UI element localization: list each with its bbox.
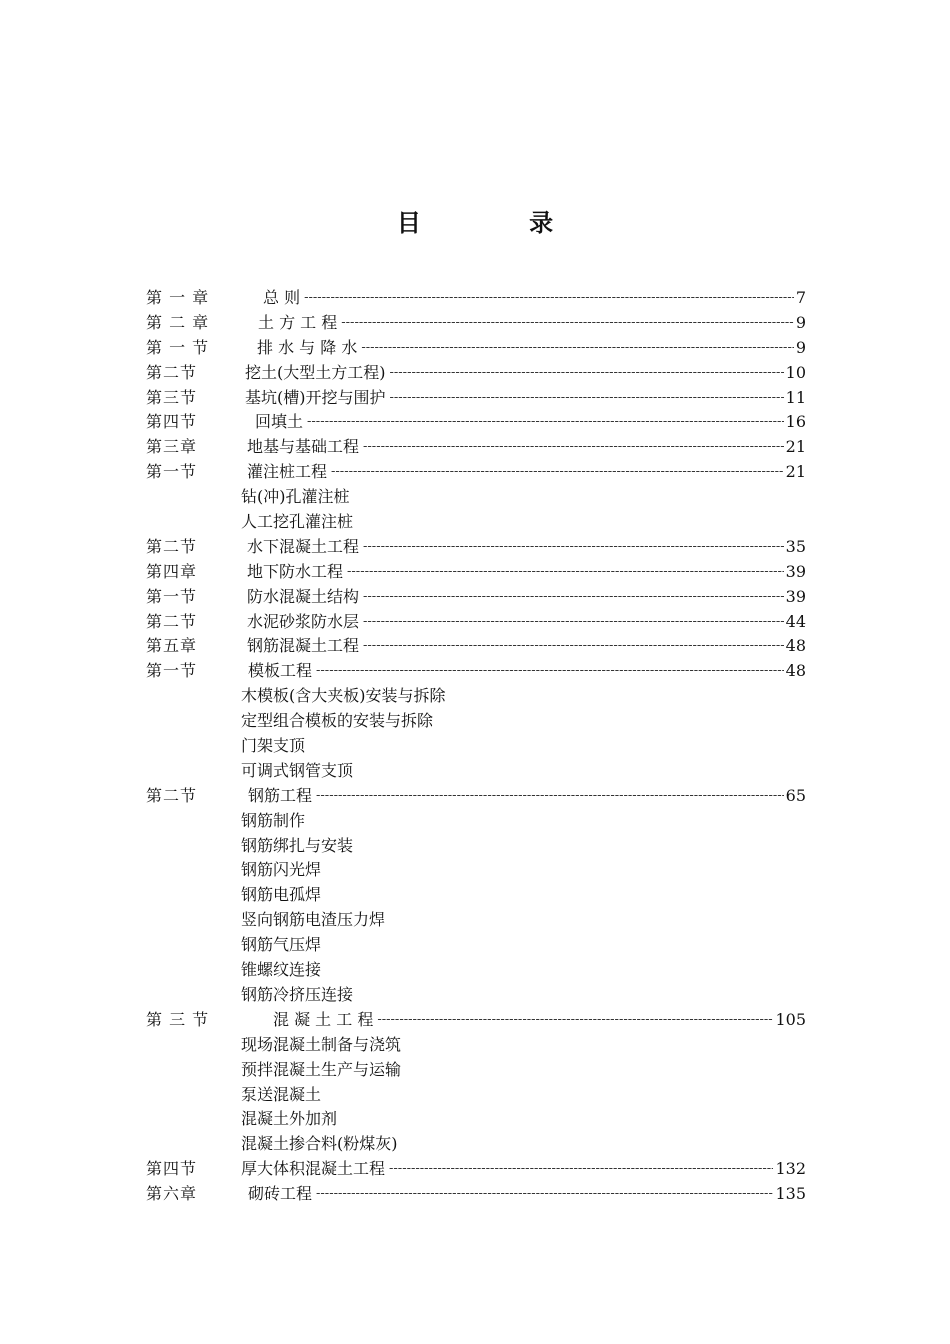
toc-entry-page: 65 [785, 785, 806, 805]
toc-subentry: 混凝土外加剂 [241, 1109, 338, 1129]
toc-subentry: 钢筋气压焊 [241, 935, 322, 955]
toc-entry-title: 防水混凝土结构 [247, 586, 360, 606]
toc-dot-leader [361, 336, 793, 361]
toc-entry [146, 311, 806, 336]
toc-subentry: 钢筋制作 [241, 810, 306, 830]
toc-entry-title: 回填土 [255, 412, 304, 432]
toc-subentry: 可调式钢管支顶 [241, 760, 354, 780]
toc-entry-page: 10 [785, 362, 806, 382]
toc-dot-leader [363, 535, 784, 560]
toc-entry [146, 1008, 806, 1033]
toc-entry-page: 7 [795, 288, 806, 307]
toc-entry-page: 135 [775, 1184, 806, 1204]
toc-entry [146, 460, 806, 485]
toc-entry-title: 土 方 工 程 [258, 312, 338, 332]
toc-entry [146, 784, 806, 809]
toc-subentry: 泵送混凝土 [241, 1084, 322, 1104]
toc-entry-label: 第一节 [146, 462, 198, 482]
toc-entry-page: 16 [785, 412, 806, 432]
toc-entry-label: 第二节 [146, 785, 198, 805]
toc-subentry: 钢筋闪光焊 [241, 860, 322, 880]
toc-dot-leader [304, 286, 794, 311]
toc-entry-title: 总 则 [263, 288, 301, 307]
toc-dot-leader [363, 610, 784, 635]
toc-entry [146, 634, 806, 659]
toc-entry [146, 560, 806, 585]
toc-entry-title: 挖土(大型土方工程) [245, 362, 386, 382]
toc-dot-leader [316, 784, 784, 809]
toc-entry [146, 610, 806, 635]
toc-entry-page: 39 [785, 561, 806, 581]
page-title: 目 录 [396, 208, 604, 237]
toc-entry-page: 9 [795, 312, 806, 332]
toc-dot-leader [363, 634, 784, 659]
toc-subentry: 竖向钢筋电渣压力焊 [241, 910, 386, 930]
toc-entry-title: 厚大体积混凝土工程 [241, 1159, 386, 1179]
toc-entry [146, 410, 806, 435]
toc-subentry: 钢筋电孤焊 [241, 885, 322, 905]
toc-dot-leader [307, 410, 784, 435]
toc-subentry: 钢筋冷挤压连接 [241, 984, 354, 1004]
toc-entry-page: 44 [785, 611, 806, 631]
toc-entry-title: 基坑(槽)开挖与围护 [245, 387, 386, 407]
toc-entry [146, 1182, 806, 1207]
toc-entry-page: 48 [785, 636, 806, 656]
toc-dot-leader [390, 386, 784, 411]
toc-entry [146, 659, 806, 684]
toc-entry-title: 水泥砂浆防水层 [247, 611, 360, 631]
toc-entry-page: 35 [785, 536, 806, 556]
toc-entry-label: 第三章 [146, 437, 198, 457]
toc-entry-page: 21 [785, 437, 806, 457]
toc-entry-label: 第四章 [146, 561, 198, 581]
toc-subentry: 人工挖孔灌注桩 [241, 512, 354, 532]
toc-entry [146, 585, 806, 610]
table-of-contents [146, 286, 806, 1207]
toc-dot-leader [316, 659, 784, 684]
toc-entry-title: 水下混凝土工程 [247, 536, 360, 556]
toc-entry-label: 第 一 章 [146, 288, 210, 307]
toc-entry-page: 9 [795, 337, 806, 357]
toc-entry-title: 混 凝 土 工 程 [273, 1009, 374, 1029]
toc-entry-page: 11 [785, 387, 806, 407]
toc-entry-label: 第 一 节 [146, 337, 210, 357]
toc-subentry: 锥螺纹连接 [241, 960, 322, 980]
toc-entry-page: 132 [775, 1159, 806, 1179]
toc-entry-label: 第二节 [146, 611, 198, 631]
toc-dot-leader [363, 585, 784, 610]
toc-entry-label: 第四节 [146, 412, 198, 432]
toc-entry-label: 第三节 [146, 387, 198, 407]
toc-subentry: 现场混凝土制备与浇筑 [241, 1034, 402, 1054]
toc-entry [146, 435, 806, 460]
toc-entry-page: 48 [785, 661, 806, 681]
toc-entry [146, 361, 806, 386]
toc-dot-leader [390, 361, 784, 386]
toc-entry [146, 386, 806, 411]
toc-entry-title: 模板工程 [248, 661, 313, 681]
toc-entry-label: 第 二 章 [146, 312, 210, 332]
toc-entry-label: 第二节 [146, 536, 198, 556]
toc-entry-label: 第六章 [146, 1184, 198, 1204]
toc-entry-title: 排 水 与 降 水 [257, 337, 358, 357]
toc-subentry: 木模板(含大夹板)安装与拆除 [241, 686, 446, 706]
toc-subentry: 门架支顶 [241, 736, 306, 756]
toc-dot-leader [377, 1008, 773, 1033]
toc-subentry: 定型组合模板的安装与拆除 [241, 711, 434, 731]
toc-entry-label: 第五章 [146, 636, 198, 656]
toc-entry-title: 地基与基础工程 [247, 437, 360, 457]
toc-subentry: 钻(冲)孔灌注桩 [241, 487, 350, 507]
toc-entry-page: 105 [775, 1009, 806, 1029]
toc-entry [146, 336, 806, 361]
toc-entry-label: 第一节 [146, 661, 198, 681]
toc-subentry: 混凝土掺合料(粉煤灰) [241, 1134, 398, 1154]
toc-entry-label: 第 三 节 [146, 1009, 210, 1029]
toc-entry [146, 535, 806, 560]
toc-subentry: 预拌混凝土生产与运输 [241, 1059, 402, 1079]
toc-dot-leader [331, 460, 784, 485]
toc-entry-title: 地下防水工程 [247, 561, 344, 581]
toc-entry-page: 39 [785, 586, 806, 606]
toc-entry-page: 21 [785, 462, 806, 482]
toc-entry [146, 286, 806, 311]
toc-entry-title: 钢筋工程 [248, 785, 313, 805]
toc-dot-leader [363, 435, 784, 460]
toc-dot-leader [341, 311, 794, 336]
toc-entry-label: 第四节 [146, 1159, 198, 1179]
toc-dot-leader [347, 560, 784, 585]
toc-entry-label: 第二节 [146, 362, 198, 382]
toc-entry [146, 1157, 806, 1182]
toc-entry-title: 钢筋混凝土工程 [247, 636, 360, 656]
toc-entry-title: 灌注桩工程 [247, 462, 328, 482]
toc-subentry: 钢筋绑扎与安装 [241, 835, 354, 855]
toc-entry-label: 第一节 [146, 586, 198, 606]
toc-dot-leader [316, 1182, 773, 1207]
toc-entry-title: 砌砖工程 [248, 1184, 313, 1204]
toc-dot-leader [389, 1157, 773, 1182]
